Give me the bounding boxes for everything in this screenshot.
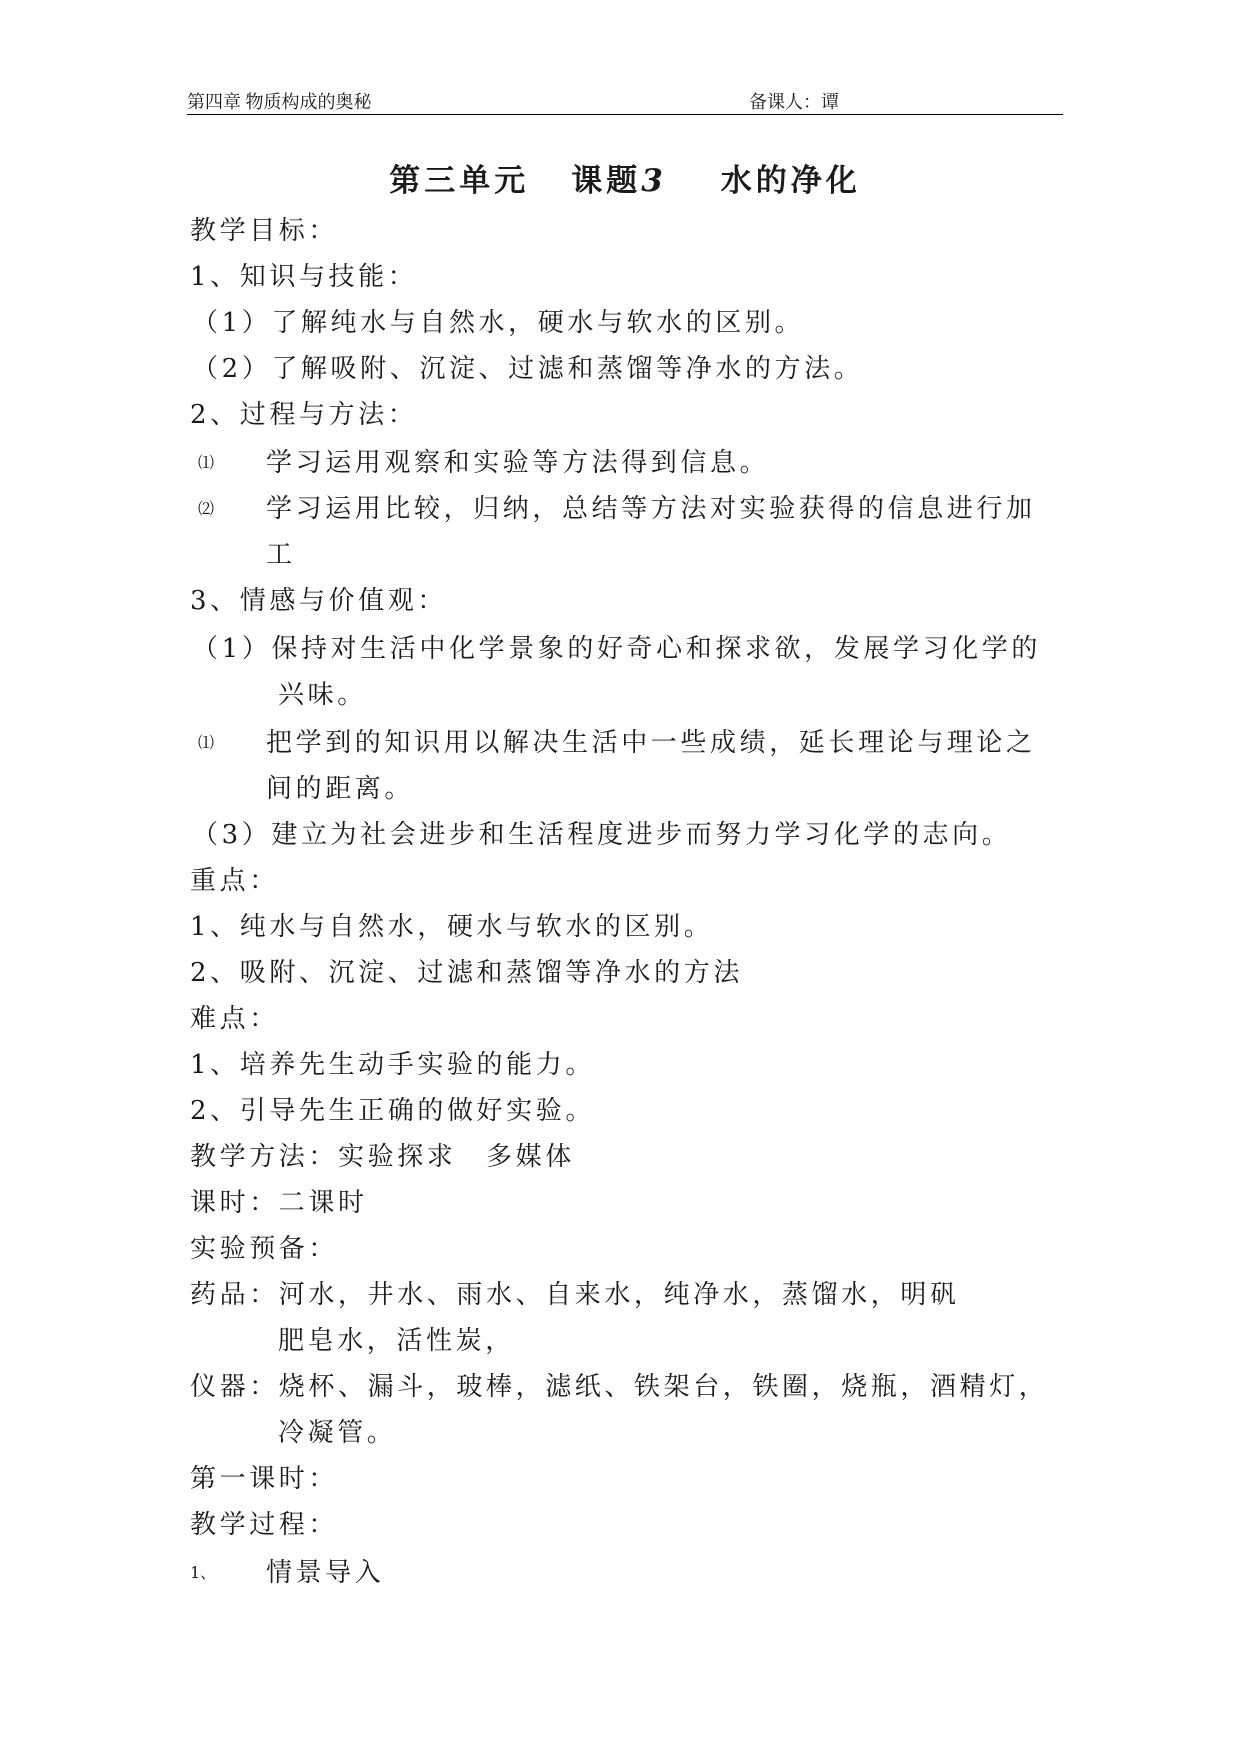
chemicals-list-continued: 肥皂水，活性炭， — [278, 1326, 515, 1356]
process-item-2-text: 学习运用比较，归纳，总结等方法对实验获得的信息进行加 — [266, 494, 1036, 524]
lesson-title — [187, 155, 1063, 200]
emotion-item-1-continued: 兴味。 — [278, 680, 367, 710]
page-header — [187, 86, 1063, 115]
knowledge-item-1: （1）了解纯水与自然水，硬水与软水的区别。 — [192, 308, 805, 338]
title-lesson: 课题 — [571, 163, 642, 199]
knowledge-item-2: （2）了解吸附、沉淀、过滤和蒸馏等净水的方法。 — [192, 354, 864, 384]
title-topic: 水的净化 — [720, 163, 861, 199]
chapter-label: 第四章 物质构成的奥秘 — [187, 92, 372, 112]
process-item-2-number: ⑵ — [198, 499, 215, 518]
emotion-item-2 — [198, 722, 1036, 759]
knowledge-heading: 1、知识与技能： — [190, 262, 418, 292]
step-1-number: 1、 — [190, 1563, 217, 1582]
step-1-text: 情景导入 — [266, 1558, 385, 1588]
class-hours: 课时：二课时 — [190, 1188, 368, 1218]
process-item-2-continued: 工 — [266, 540, 296, 570]
step-1 — [190, 1552, 384, 1589]
emotion-heading: 3、情感与价值观： — [190, 586, 447, 616]
difficulty-2: 2、引导先生正确的做好实验。 — [190, 1096, 595, 1126]
title-lesson-number: 3 — [641, 163, 667, 199]
emotion-item-2-continued: 间的距离。 — [266, 774, 415, 804]
process-item-1-number: ⑴ — [198, 453, 215, 472]
instruments-list-continued: 冷凝管。 — [278, 1418, 397, 1448]
experiment-prep-heading: 实验预备： — [190, 1234, 339, 1264]
difficulty-heading: 难点： — [190, 1004, 279, 1034]
first-class-heading: 第一课时： — [190, 1464, 339, 1494]
process-item-1-text: 学习运用观察和实验等方法得到信息。 — [266, 448, 770, 478]
teaching-process-heading: 教学过程： — [190, 1510, 339, 1540]
emotion-item-2-text: 把学到的知识用以解决生活中一些成绩，延长理论与理论之 — [266, 728, 1036, 758]
process-item-1 — [198, 442, 769, 479]
emotion-item-3: （3）建立为社会进步和生活程度进步而努力学习化学的志向。 — [192, 820, 1012, 850]
instruments-list: 仪器：烧杯、漏斗，玻棒，滤纸、铁架台，铁圈，烧瓶，酒精灯， — [190, 1372, 1049, 1402]
key-point-2: 2、吸附、沉淀、过滤和蒸馏等净水的方法 — [190, 958, 743, 988]
chemicals-list: 药品：河水，井水、雨水、自来水，纯净水，蒸馏水，明矾 — [190, 1280, 960, 1310]
difficulty-1: 1、培养先生动手实验的能力。 — [190, 1050, 595, 1080]
process-heading: 2、过程与方法： — [190, 400, 418, 430]
title-unit: 第三单元 — [389, 163, 530, 199]
process-item-2 — [198, 488, 1036, 525]
emotion-item-2-number: ⑴ — [198, 733, 215, 752]
preparer-label: 备课人：谭 — [749, 92, 839, 112]
objectives-heading: 教学目标： — [190, 216, 339, 246]
key-point-1: 1、纯水与自然水，硬水与软水的区别。 — [190, 912, 714, 942]
teaching-method: 教学方法：实验探求 多媒体 — [190, 1142, 575, 1172]
key-points-heading: 重点： — [190, 866, 279, 896]
emotion-item-1: （1）保持对生活中化学景象的好奇心和探求欲，发展学习化学的 — [192, 634, 1041, 664]
